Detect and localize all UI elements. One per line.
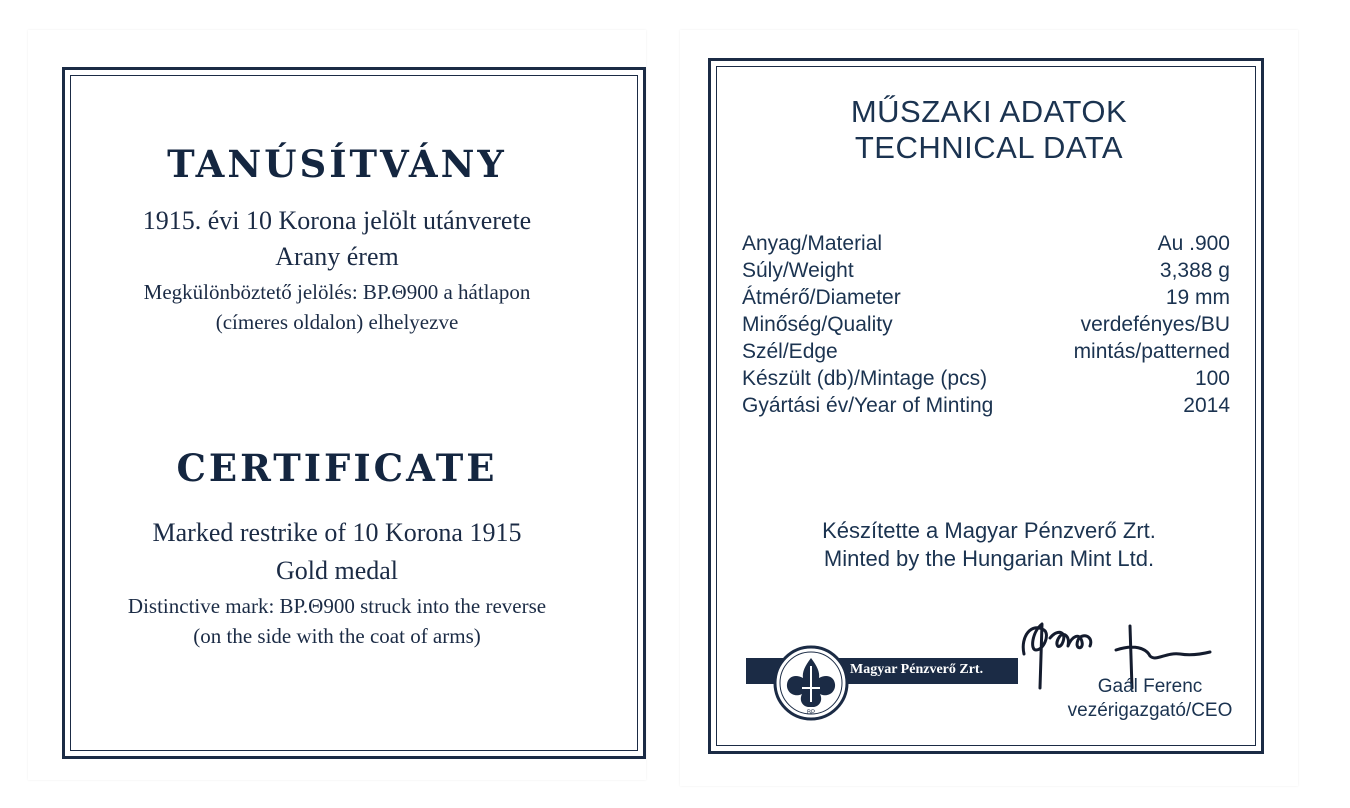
certificate-en-line-4: (on the side with the coat of arms) xyxy=(193,624,481,648)
certificate-en-line-3: Distinctive mark: BP.Θ900 struck into the reverse xyxy=(127,594,547,618)
spec-row-diameter xyxy=(742,284,1230,311)
certificate-card xyxy=(28,30,646,780)
spec-row-material xyxy=(742,230,1230,257)
spec-value: 3,388 g xyxy=(1159,259,1230,282)
spec-label: Szél/Edge xyxy=(742,340,838,363)
technical-data-card xyxy=(680,30,1298,786)
spec-label: Minőség/Quality xyxy=(742,313,893,336)
spec-row-weight xyxy=(742,257,1230,284)
spec-label: Készült (db)/Mintage (pcs) xyxy=(742,367,988,390)
certificate-en-line-1: Marked restrike of 10 Korona 1915 xyxy=(152,518,522,547)
certificate-hu-line-2: Arany érem xyxy=(275,242,399,271)
spec-table xyxy=(742,230,1230,419)
mint-banner-text: Magyar Pénzverő Zrt. xyxy=(850,662,984,677)
minted-by-hu: Készítette a Magyar Pénzverő Zrt. xyxy=(822,518,1156,543)
spec-value: 19 mm xyxy=(1165,286,1230,309)
spec-label: Anyag/Material xyxy=(742,232,883,255)
spec-value: verdefényes/BU xyxy=(1080,313,1230,336)
spec-row-edge xyxy=(742,338,1230,365)
spec-value: mintás/patterned xyxy=(1073,340,1230,363)
certificate-title-en: CERTIFICATE xyxy=(176,446,498,490)
technical-heading-hu: MŰSZAKI ADATOK xyxy=(850,94,1128,129)
spec-value: 2014 xyxy=(1183,394,1230,417)
technical-heading-en: TECHNICAL DATA xyxy=(854,130,1124,165)
minted-by-en: Minted by the Hungarian Mint Ltd. xyxy=(823,546,1155,571)
certificate-hu-line-3: Megkülönböztető jelölés: BP.Θ900 a hátlapon xyxy=(143,280,531,304)
certificate-en-line-2: Gold medal xyxy=(275,556,399,585)
spec-row-quality xyxy=(742,311,1230,338)
spec-label: Súly/Weight xyxy=(742,259,854,282)
spec-row-year xyxy=(742,392,1230,419)
certificate-hu-line-4: (címeres oldalon) elhelyezve xyxy=(215,310,459,334)
spec-label: Átmérő/Diameter xyxy=(742,286,901,309)
mint-logo-icon xyxy=(772,644,850,722)
spec-row-mintage xyxy=(742,365,1230,392)
spec-value: 100 xyxy=(1194,367,1230,390)
certificate-title-hu: TANÚSÍTVÁNY xyxy=(167,142,507,186)
signer-name: Gaál Ferenc xyxy=(1097,676,1203,697)
mint-logo-initials: BP xyxy=(806,710,816,716)
spec-label: Gyártási év/Year of Minting xyxy=(742,394,994,417)
spec-value: Au .900 xyxy=(1157,232,1230,255)
certificate-hu-line-1: 1915. évi 10 Korona jelölt utánverete xyxy=(142,206,532,235)
signer-title: vezérigazgató/CEO xyxy=(1067,700,1233,721)
